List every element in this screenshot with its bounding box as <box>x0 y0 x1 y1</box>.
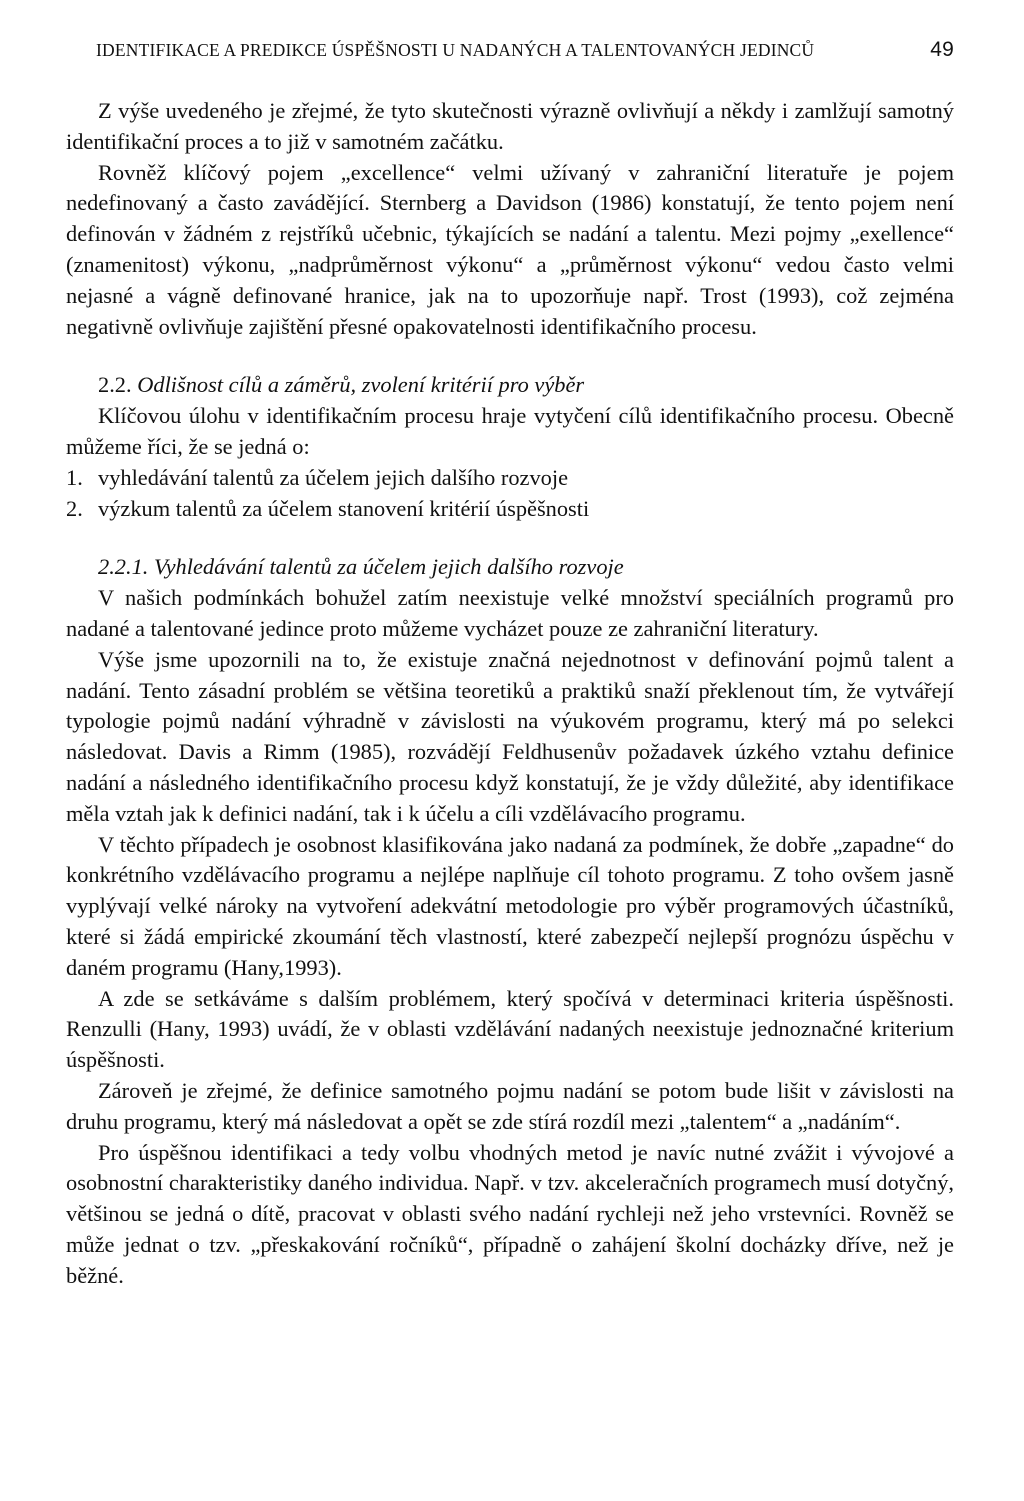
list-item-text: výzkum talentů za účelem stanovení kritérií úspěšnosti <box>98 495 590 521</box>
document-page <box>66 38 954 1291</box>
body-paragraph: Klíčovou úlohu v identifikačním procesu hraje vytyčení cílů identifikačního procesu. Obecně můžeme říci, že se jedná o: <box>66 403 954 459</box>
body-paragraph: A zde se setkáváme s dalším problémem, který spočívá v determinaci kriteria úspěšnosti. Renzulli (Hany, 1993) uvádí, že v oblasti vzdělávání nadaných neexistuje jednoznačné kriterium úspěšnosti. <box>66 985 954 1073</box>
list-item <box>66 463 954 494</box>
section-heading-2-2-1 <box>66 552 954 583</box>
body-paragraph: V těchto případech je osobnost klasifikována jako nadaná za podmínek, že dobře „zapadne“ do konkrétního vzdělávacího programu a nejlépe naplňuje cíl tohoto programu. Z toho ovšem jasně vyplývají velké nároky na vytvoření adekvátní metodologie pro výběr programových účastníků, které si žádá empirické zkoumání těch vlastností, které zabezpečí nejlepší prognózu úspěchu v daném programu (Hany,1993). <box>66 831 954 980</box>
intro-paragraph: Rovněž klíčový pojem „excellence“ velmi užívaný v zahraniční literatuře je pojem nedefinovaný a často zavádějící. Sternberg a Davidson (1986) konstatují, že tento pojem není definován v žádném z rejstříků učebnic, týkajících se nadání a talentu. Mezi pojmy „exellence“ (znamenitost) výkonu, „nadprůměrnost výkonu“ a „průměrnost výkonu“ vedou často velmi nejasné a vágně definované hranice, jak na to upozorňuje např. Trost (1993), což zejména negativně ovlivňuje zajištění přesné opakovatelnosti identifikačního procesu. <box>66 159 954 339</box>
body-paragraph: Výše jsme upozornili na to, že existuje značná nejednotnost v definování pojmů talent a nadání. Tento zásadní problém se většina teoretiků a praktiků snaží překlenout tím, že vytvářejí typologie pojmů nadání výhradně v závislosti na výukovém programu, který má po selekci následovat. Davis a Rimm (1985), rozvádějí Feldhusenův požadavek úzkého vztahu definice nadání a následného identifikačního procesu když konstatují, že je vždy důležité, aby identifikace měla vztah jak k definici nadání, tak i k účelu a cíli vzdělávacího programu. <box>66 646 954 826</box>
body-paragraph: V našich podmínkách bohužel zatím neexistuje velké množství speciálních programů pro nadané a talentované jedince proto můžeme vycházet pouze ze zahraniční literatury. <box>66 585 954 641</box>
running-header-title: IDENTIFIKACE A PREDIKCE ÚSPĚŠNOSTI U NADANÝCH A TALENTOVANÝCH JEDINCŮ <box>96 40 815 60</box>
section-title: Odlišnost cílů a záměrů, zvolení kritérií pro výběr <box>137 372 585 398</box>
section-number: 2.2.1. <box>98 554 149 580</box>
section-heading-2-2 <box>66 370 954 401</box>
list-item-number: 2. <box>66 495 83 521</box>
list-item <box>66 494 954 525</box>
section-title: Vyhledávání talentů za účelem jejich dalšího rozvoje <box>154 554 624 580</box>
running-header <box>66 38 954 62</box>
list-item-number: 1. <box>66 464 83 490</box>
body-paragraph: Pro úspěšnou identifikaci a tedy volbu vhodných metod je navíc nutné zvážit i vývojové a osobnostní charakteristiky daného individua. Např. v tzv. akceleračních programech musí dotyčný, většinou se jedná o dítě, pracovat v oblasti svého nadání rychleji než jeho vrstevníci. Rovněž se může jednat o tzv. „přeskakování ročníků“, případně o zahájení školní docházky dříve, než je běžné. <box>66 1139 954 1288</box>
section-number: 2.2. <box>98 372 132 398</box>
intro-paragraph: Z výše uvedeného je zřejmé, že tyto skutečnosti výrazně ovlivňují a někdy i zamlžují samotný identifikační proces a to již v samotném začátku. <box>66 98 954 154</box>
body-paragraph: Zároveň je zřejmé, že definice samotného pojmu nadání se potom bude lišit v závislosti na druhu programu, který má následovat a opět se zde stírá rozdíl mezi „talentem“ a „nadáním“. <box>66 1077 954 1134</box>
page-number: 49 <box>930 38 954 61</box>
list-item-text: vyhledávání talentů za účelem jejich dalšího rozvoje <box>98 464 569 490</box>
